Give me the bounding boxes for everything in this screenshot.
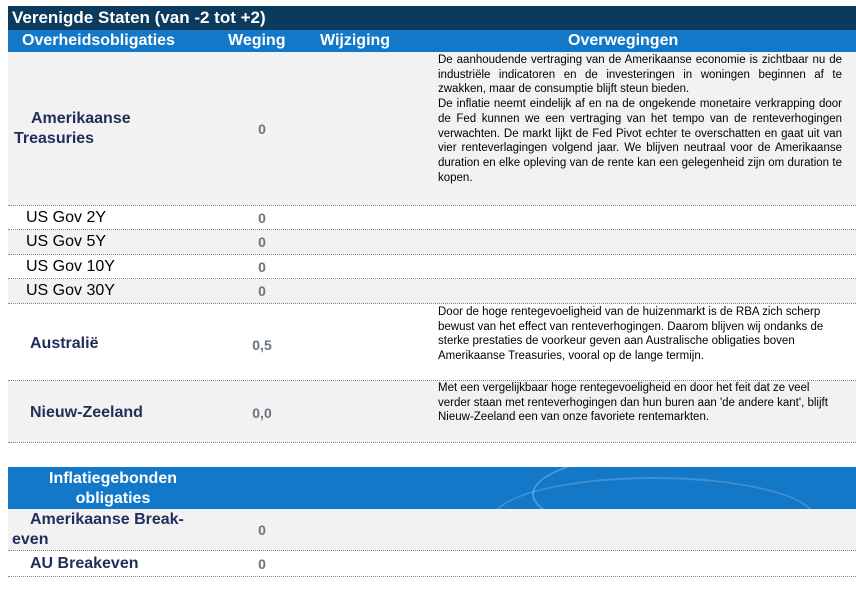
table-row: [8, 230, 856, 255]
table-row: [8, 255, 856, 279]
weging-value: 0: [258, 210, 266, 226]
row-label-amerikaanse-break-even: Amerikaanse Break-even: [12, 511, 184, 548]
weging-value: 0: [258, 259, 266, 275]
table-row: [8, 551, 856, 577]
weging-value: 0: [258, 121, 266, 137]
table-row: [8, 206, 856, 230]
table-row: [8, 279, 856, 304]
col-header-wijziging: Wijziging: [320, 32, 391, 49]
weging-value: 0: [258, 522, 266, 538]
col-header-obligaties: Overheidsobligaties: [22, 32, 175, 49]
weging-value: 0,5: [252, 337, 272, 353]
table-header-row: [8, 30, 856, 52]
overwegingen-text: Door de hoge rentegevoeligheid van de huizenmarkt is de RBA zich scherp bewust van het effect van renteverhogingen. Daarom blijven wij ondanks de sterke prestaties de voorkeur geven aan Australische obligaties boven Amerikaanse Treasuries, vooral op de lange termijn.: [438, 306, 824, 363]
col-header-overwegingen: Overwegingen: [568, 32, 679, 49]
weging-value: 0,0: [252, 405, 272, 421]
weging-value: 0: [258, 283, 266, 299]
overwegingen-text: Met een vergelijkbaar hoge rentegevoeligheid en door het feit dat ze veel verder staan met renteverhogingen dan hun buren aan 'de andere kant', blijft Nieuw-Zeeland een van onze favoriete rentemarkten.: [438, 382, 828, 424]
section-header-inflatiegebonden: [8, 467, 856, 509]
table-row: [8, 304, 856, 381]
row-label-us-gov-5y: US Gov 5Y: [26, 233, 107, 250]
overwegingen-text: De aanhoudende vertraging van de Amerikaanse economie is zichtbaar nu de industriële indicatoren en de investeringen in woningen beginnen af te zwakken, maar de consumptie blijft steun bieden. De inflatie neemt eindelijk af en na de ongekende monetaire verkrapping door de Fed kunnen we een vertraging van het tempo van de renteverhogingen verwachten. De markt lijkt de Fed Pivot echter te overschatten en gaat uit van vier renteverlagingen volgend jaar. We blijven neutraal voor de Amerikaanse duration en elke opleving van de rente kan een gelegenheid zijn om duration te kopen.: [438, 54, 842, 184]
row-label-treasuries: Amerikaanse Treasuries: [14, 110, 131, 147]
section-header-label: Inflatiegebonden obligaties: [49, 470, 177, 507]
row-label-us-gov-2y: US Gov 2Y: [26, 209, 107, 226]
row-label-au-breakeven: AU Breakeven: [30, 555, 139, 572]
row-label-nieuw-zeeland: Nieuw-Zeeland: [30, 404, 143, 421]
table-row: [8, 381, 856, 443]
row-label-us-gov-10y: US Gov 10Y: [26, 258, 115, 275]
col-header-weging: Weging: [228, 32, 286, 49]
weging-value: 0: [258, 556, 266, 572]
table-row: [8, 52, 856, 206]
row-label-australie: Australië: [30, 335, 99, 352]
weging-value: 0: [258, 234, 266, 250]
table-row: [8, 509, 856, 551]
table-title: Verenigde Staten (van -2 tot +2): [8, 6, 856, 30]
row-label-us-gov-30y: US Gov 30Y: [26, 282, 115, 299]
